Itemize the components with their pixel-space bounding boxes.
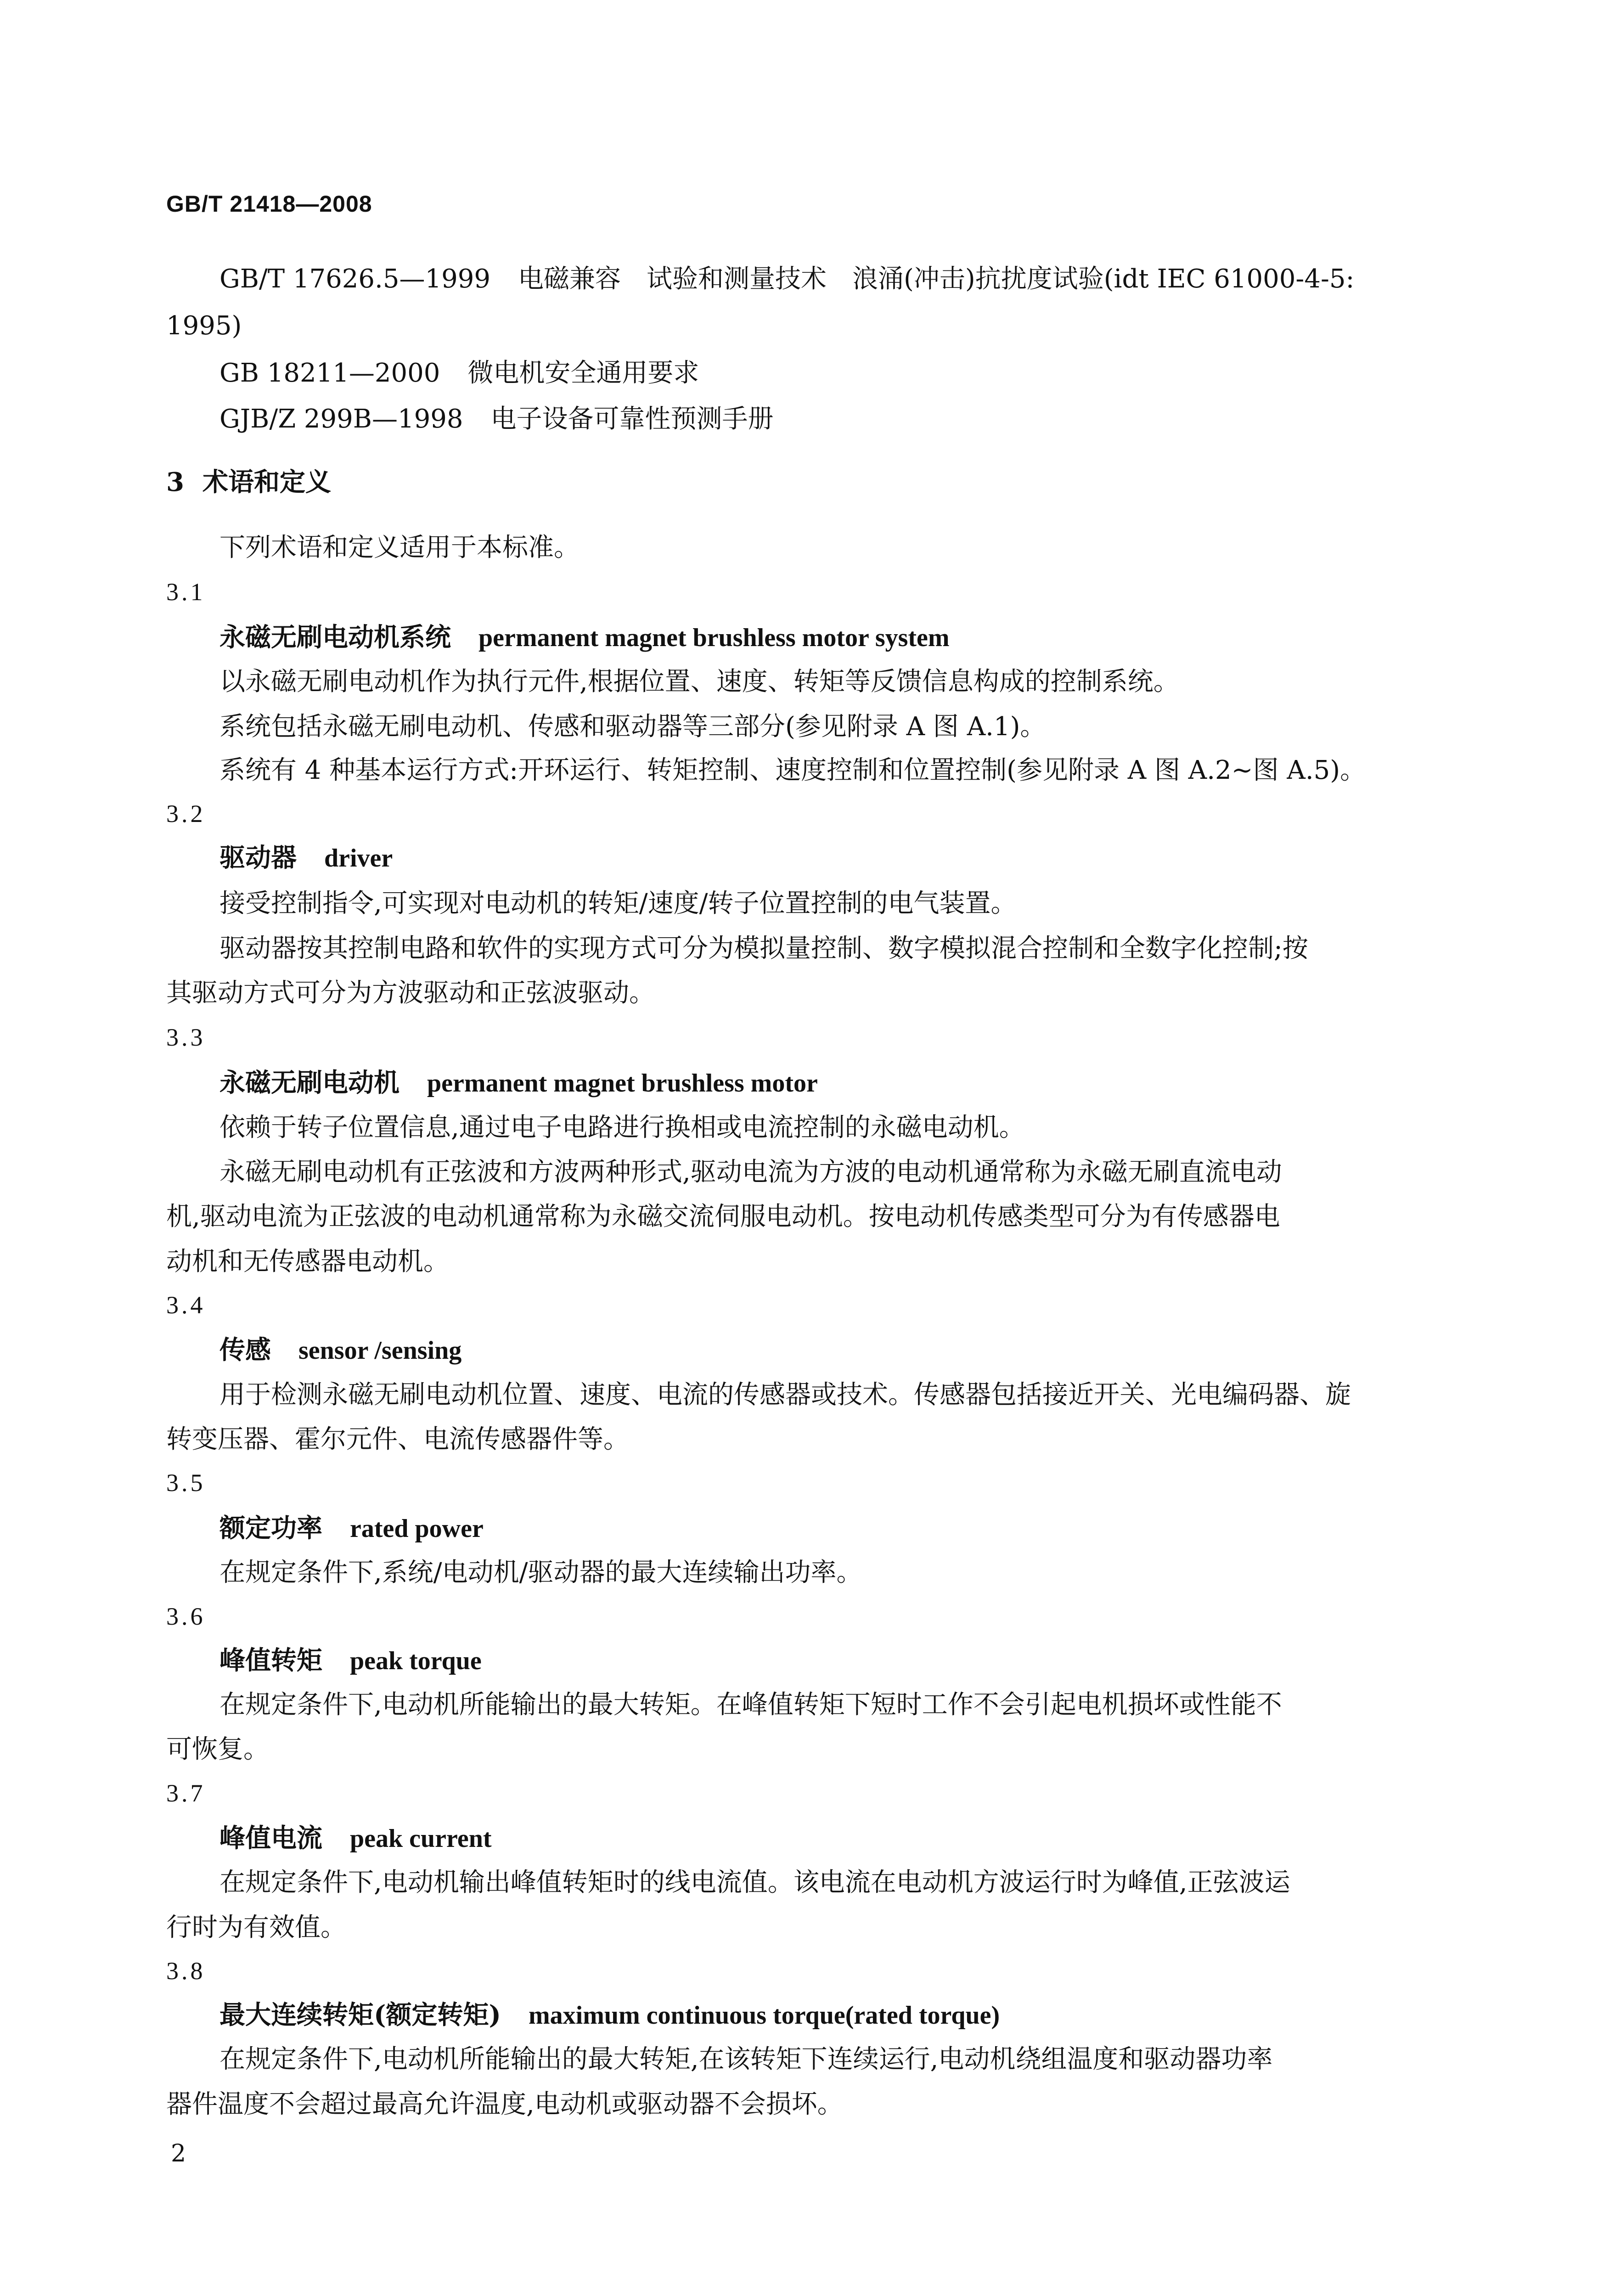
term-heading bbox=[219, 2002, 1000, 2028]
term-definition-line: 接受控制指令,可实现对电动机的转矩/速度/转子位置控制的电气装置。 bbox=[219, 889, 1017, 918]
term-definition-line: 器件温度不会超过最高允许温度,电动机或驱动器不会损坏。 bbox=[166, 2089, 843, 2119]
standard-header: GB/T 21418—2008 bbox=[166, 191, 372, 217]
term-heading bbox=[219, 1070, 818, 1096]
term-definition-line: 系统有 4 种基本运行方式:开环运行、转矩控制、速度控制和位置控制(参见附录 A 图 A.2~图 A.5)。 bbox=[219, 755, 1366, 785]
term-english: driver bbox=[324, 844, 393, 872]
term-number: 3.7 bbox=[166, 1779, 206, 1807]
term-english: peak torque bbox=[350, 1647, 482, 1675]
section-title: 术语和定义 bbox=[202, 467, 331, 497]
section-heading bbox=[166, 469, 331, 495]
reference-title: 微电机安全通用要求 bbox=[467, 358, 699, 388]
term-heading bbox=[219, 1337, 461, 1363]
term-chinese: 驱动器 bbox=[219, 843, 297, 873]
term-definition-line: 在规定条件下,电动机输出峰值转矩时的线电流值。该电流在电动机方波运行时为峰值,正弦波运 bbox=[219, 1868, 1290, 1897]
term-number: 3.2 bbox=[166, 800, 206, 827]
page-number: 2 bbox=[171, 2140, 186, 2167]
term-definition-line: 行时为有效值。 bbox=[166, 1913, 346, 1942]
term-definition-line: 其驱动方式可分为方波驱动和正弦波驱动。 bbox=[166, 978, 655, 1008]
section-number: 3 bbox=[166, 467, 184, 497]
term-english: permanent magnet brushless motor system bbox=[478, 624, 950, 652]
reference-item bbox=[219, 360, 699, 386]
reference-title: 电子设备可靠性预测手册 bbox=[490, 404, 774, 434]
term-number: 3.1 bbox=[166, 578, 206, 606]
term-heading bbox=[219, 1515, 484, 1542]
term-heading bbox=[219, 1645, 482, 1676]
term-definition-line: 依赖于转子位置信息,通过电子电路进行换相或电流控制的永磁电动机。 bbox=[219, 1113, 1025, 1142]
section-intro: 下列术语和定义适用于本标准。 bbox=[219, 533, 580, 563]
term-chinese: 额定功率 bbox=[219, 1513, 322, 1543]
term-number: 3.4 bbox=[166, 1291, 206, 1319]
term-definition-line: 在规定条件下,系统/电动机/驱动器的最大连续输出功率。 bbox=[219, 1558, 862, 1587]
term-chinese: 传感 bbox=[219, 1335, 271, 1365]
term-english: sensor /sensing bbox=[298, 1336, 462, 1365]
term-number: 3.8 bbox=[166, 1957, 206, 1985]
term-english: permanent magnet brushless motor bbox=[427, 1069, 818, 1097]
term-definition-line: 用于检测永磁无刷电动机位置、速度、电流的传感器或技术。传感器包括接近开关、光电编码器、旋 bbox=[219, 1380, 1351, 1410]
reference-title: 电磁兼容 试验和测量技术 浪涌(冲击)抗扰度试验(idt IEC 61000-4-5: bbox=[518, 264, 1355, 294]
term-number: 3.5 bbox=[166, 1469, 206, 1497]
term-chinese: 峰值转矩 bbox=[219, 1645, 322, 1676]
term-definition-line: 系统包括永磁无刷电动机、传感和驱动器等三部分(参见附录 A 图 A.1)。 bbox=[219, 712, 1046, 742]
term-definition-line: 以永磁无刷电动机作为执行元件,根据位置、速度、转矩等反馈信息构成的控制系统。 bbox=[219, 667, 1179, 697]
term-definition-line: 在规定条件下,电动机所能输出的最大转矩,在该转矩下连续运行,电动机绕组温度和驱动器功率 bbox=[219, 2044, 1273, 2074]
term-definition-line: 驱动器按其控制电路和软件的实现方式可分为模拟量控制、数字模拟混合控制和全数字化控制;按 bbox=[219, 934, 1308, 963]
term-heading bbox=[219, 622, 950, 653]
term-chinese: 峰值电流 bbox=[219, 1823, 322, 1853]
term-number: 3.6 bbox=[166, 1603, 206, 1630]
term-chinese: 最大连续转矩(额定转矩) bbox=[219, 2000, 501, 2030]
term-english: peak current bbox=[350, 1824, 492, 1853]
term-heading bbox=[219, 1825, 492, 1851]
reference-continuation: 1995) bbox=[166, 311, 242, 341]
term-definition-line: 机,驱动电流为正弦波的电动机通常称为永磁交流伺服电动机。按电动机传感类型可分为有传感器电 bbox=[166, 1202, 1280, 1232]
reference-code: GB 18211—2000 bbox=[219, 358, 440, 388]
term-definition-line: 动机和无传感器电动机。 bbox=[166, 1247, 449, 1277]
term-english: maximum continuous torque(rated torque) bbox=[529, 2001, 1000, 2030]
reference-code: GB/T 17626.5—1999 bbox=[219, 264, 490, 294]
reference-item bbox=[219, 406, 773, 432]
term-heading bbox=[219, 845, 393, 871]
reference-code: GJB/Z 299B—1998 bbox=[219, 404, 463, 434]
reference-item bbox=[219, 266, 1354, 292]
term-chinese: 永磁无刷电动机系统 bbox=[219, 622, 451, 653]
term-english: rated power bbox=[350, 1514, 484, 1543]
term-definition-line: 可恢复。 bbox=[166, 1734, 269, 1764]
term-chinese: 永磁无刷电动机 bbox=[219, 1068, 400, 1098]
term-number: 3.3 bbox=[166, 1024, 206, 1051]
term-definition-line: 在规定条件下,电动机所能输出的最大转矩。在峰值转矩下短时工作不会引起电机损坏或性能不 bbox=[219, 1690, 1282, 1720]
term-definition-line: 永磁无刷电动机有正弦波和方波两种形式,驱动电流为方波的电动机通常称为永磁无刷直流电动 bbox=[219, 1157, 1282, 1187]
term-definition-line: 转变压器、霍尔元件、电流传感器件等。 bbox=[166, 1424, 629, 1454]
